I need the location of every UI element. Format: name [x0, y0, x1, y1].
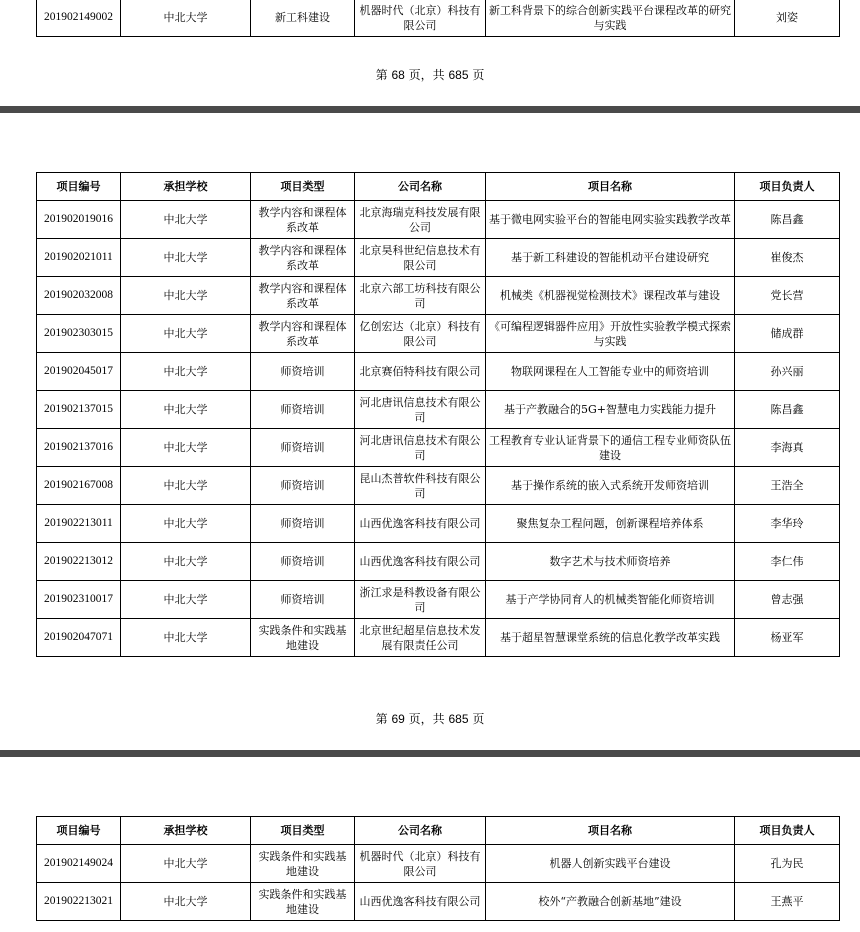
school-cell: 中北大学: [121, 315, 251, 353]
project-name-cell: 基于微电网实验平台的智能电网实验实践教学改革: [486, 201, 735, 239]
project-type-cell: 师资培训: [251, 391, 355, 429]
page69-footer: [0, 710, 860, 727]
school-cell: 中北大学: [121, 0, 251, 37]
project-code-cell: 201902167008: [37, 467, 121, 505]
leader-cell: 李仁伟: [735, 543, 840, 581]
header-project-code: 项目编号: [37, 173, 121, 201]
table-row: [37, 619, 840, 657]
company-cell: 北京赛佰特科技有限公司: [355, 353, 486, 391]
page68-table: [36, 0, 840, 37]
project-name-cell: 基于超星智慧课堂系统的信息化教学改革实践: [486, 619, 735, 657]
table-row: [37, 201, 840, 239]
company-cell: 北京海瑞克科技发展有限公司: [355, 201, 486, 239]
header-project-name: 项目名称: [486, 817, 735, 845]
header-leader: 项目负责人: [735, 173, 840, 201]
footer-prefix: 第: [375, 712, 388, 726]
company-cell: 山西优逸客科技有限公司: [355, 883, 486, 921]
project-type-cell: 教学内容和课程体系改革: [251, 277, 355, 315]
school-cell: 中北大学: [121, 239, 251, 277]
project-code-cell: 201902047071: [37, 619, 121, 657]
table-row: [37, 391, 840, 429]
project-name-cell: 《可编程逻辑器件应用》开放性实验教学模式探索与实践: [486, 315, 735, 353]
table-row: [37, 315, 840, 353]
table-row: [37, 429, 840, 467]
table-row: [37, 467, 840, 505]
project-name-cell: 物联网课程在人工智能专业中的师资培训: [486, 353, 735, 391]
table-header-row: [37, 173, 840, 201]
project-code-cell: 201902213012: [37, 543, 121, 581]
leader-cell: 孙兴丽: [735, 353, 840, 391]
footer-suffix: 页: [472, 68, 485, 82]
company-cell: 河北唐讯信息技术有限公司: [355, 391, 486, 429]
project-name-cell: 机械类《机器视觉检测技术》课程改革与建设: [486, 277, 735, 315]
project-code-cell: 201902213021: [37, 883, 121, 921]
school-cell: 中北大学: [121, 581, 251, 619]
project-name-cell: 机器人创新实践平台建设: [486, 845, 735, 883]
project-code-cell: 201902137015: [37, 391, 121, 429]
leader-cell: 刘姿: [735, 0, 840, 37]
company-cell: 山西优逸客科技有限公司: [355, 505, 486, 543]
header-leader: 项目负责人: [735, 817, 840, 845]
project-type-cell: 新工科建设: [251, 0, 355, 37]
project-code-cell: 201902149024: [37, 845, 121, 883]
leader-cell: 李华玲: [735, 505, 840, 543]
company-cell: 山西优逸客科技有限公司: [355, 543, 486, 581]
leader-cell: 储成群: [735, 315, 840, 353]
footer-total-pages: 685: [448, 68, 469, 82]
project-type-cell: 师资培训: [251, 467, 355, 505]
table-header-row: [37, 817, 840, 845]
leader-cell: 王浩全: [735, 467, 840, 505]
project-name-cell: 基于操作系统的嵌入式系统开发师资培训: [486, 467, 735, 505]
project-code-cell: 201902045017: [37, 353, 121, 391]
project-name-cell: 新工科背景下的综合创新实践平台课程改革的研究与实践: [486, 0, 735, 37]
school-cell: 中北大学: [121, 429, 251, 467]
table-row: [37, 353, 840, 391]
footer-mid: 页，共: [408, 712, 445, 726]
footer-prefix: 第: [375, 68, 388, 82]
header-project-code: 项目编号: [37, 817, 121, 845]
page-separator: [0, 750, 860, 757]
company-cell: 北京昊科世纪信息技术有限公司: [355, 239, 486, 277]
leader-cell: 曾志强: [735, 581, 840, 619]
school-cell: 中北大学: [121, 467, 251, 505]
footer-suffix: 页: [472, 712, 485, 726]
project-type-cell: 师资培训: [251, 505, 355, 543]
leader-cell: 孔为民: [735, 845, 840, 883]
header-school: 承担学校: [121, 817, 251, 845]
page-separator: [0, 106, 860, 113]
project-name-cell: 基于新工科建设的智能机动平台建设研究: [486, 239, 735, 277]
school-cell: 中北大学: [121, 619, 251, 657]
project-code-cell: 201902303015: [37, 315, 121, 353]
header-project-type: 项目类型: [251, 173, 355, 201]
project-code-cell: 201902021011: [37, 239, 121, 277]
footer-page-number: 69: [391, 712, 405, 726]
leader-cell: 崔俊杰: [735, 239, 840, 277]
project-code-cell: 201902310017: [37, 581, 121, 619]
leader-cell: 杨亚军: [735, 619, 840, 657]
school-cell: 中北大学: [121, 883, 251, 921]
header-company: 公司名称: [355, 817, 486, 845]
school-cell: 中北大学: [121, 845, 251, 883]
table-row: [37, 505, 840, 543]
project-code-cell: 201902149002: [37, 0, 121, 37]
school-cell: 中北大学: [121, 277, 251, 315]
company-cell: 亿创宏达（北京）科技有限公司: [355, 315, 486, 353]
table-row: [37, 845, 840, 883]
project-type-cell: 师资培训: [251, 353, 355, 391]
project-type-cell: 实践条件和实践基地建设: [251, 619, 355, 657]
company-cell: 机器时代（北京）科技有限公司: [355, 0, 486, 37]
header-project-name: 项目名称: [486, 173, 735, 201]
school-cell: 中北大学: [121, 505, 251, 543]
header-school: 承担学校: [121, 173, 251, 201]
project-code-cell: 201902137016: [37, 429, 121, 467]
leader-cell: 李海真: [735, 429, 840, 467]
project-type-cell: 教学内容和课程体系改革: [251, 315, 355, 353]
project-type-cell: 实践条件和实践基地建设: [251, 845, 355, 883]
project-code-cell: 201902032008: [37, 277, 121, 315]
table-row: [37, 277, 840, 315]
company-cell: 昆山杰普软件科技有限公司: [355, 467, 486, 505]
school-cell: 中北大学: [121, 353, 251, 391]
footer-total-pages: 685: [448, 712, 469, 726]
company-cell: 北京世纪超星信息技术发展有限责任公司: [355, 619, 486, 657]
company-cell: 浙江求是科教设备有限公司: [355, 581, 486, 619]
school-cell: 中北大学: [121, 201, 251, 239]
school-cell: 中北大学: [121, 543, 251, 581]
project-name-cell: 数字艺术与技术师资培养: [486, 543, 735, 581]
table-row: [37, 581, 840, 619]
footer-mid: 页，共: [408, 68, 445, 82]
company-cell: 河北唐讯信息技术有限公司: [355, 429, 486, 467]
footer-page-number: 68: [391, 68, 405, 82]
table-row: [37, 239, 840, 277]
company-cell: 机器时代（北京）科技有限公司: [355, 845, 486, 883]
project-name-cell: 聚焦复杂工程问题，创新课程培养体系: [486, 505, 735, 543]
project-type-cell: 师资培训: [251, 429, 355, 467]
project-name-cell: 基于产学协同育人的机械类智能化师资培训: [486, 581, 735, 619]
company-cell: 北京六部工坊科技有限公司: [355, 277, 486, 315]
leader-cell: 王燕平: [735, 883, 840, 921]
leader-cell: 党长营: [735, 277, 840, 315]
project-type-cell: 教学内容和课程体系改革: [251, 239, 355, 277]
table-row: [37, 0, 840, 37]
project-code-cell: 201902019016: [37, 201, 121, 239]
leader-cell: 陈昌鑫: [735, 201, 840, 239]
school-cell: 中北大学: [121, 391, 251, 429]
project-type-cell: 师资培训: [251, 543, 355, 581]
header-company: 公司名称: [355, 173, 486, 201]
page70-table: [36, 816, 840, 921]
page69-table: [36, 172, 840, 657]
table-row: [37, 543, 840, 581]
table-row: [37, 883, 840, 921]
page68-footer: [0, 66, 860, 83]
project-code-cell: 201902213011: [37, 505, 121, 543]
project-name-cell: 工程教育专业认证背景下的通信工程专业师资队伍建设: [486, 429, 735, 467]
project-type-cell: 教学内容和课程体系改革: [251, 201, 355, 239]
project-name-cell: 校外“产教融合创新基地”建设: [486, 883, 735, 921]
leader-cell: 陈昌鑫: [735, 391, 840, 429]
header-project-type: 项目类型: [251, 817, 355, 845]
project-name-cell: 基于产教融合的5G+智慧电力实践能力提升: [486, 391, 735, 429]
project-type-cell: 师资培训: [251, 581, 355, 619]
project-type-cell: 实践条件和实践基地建设: [251, 883, 355, 921]
